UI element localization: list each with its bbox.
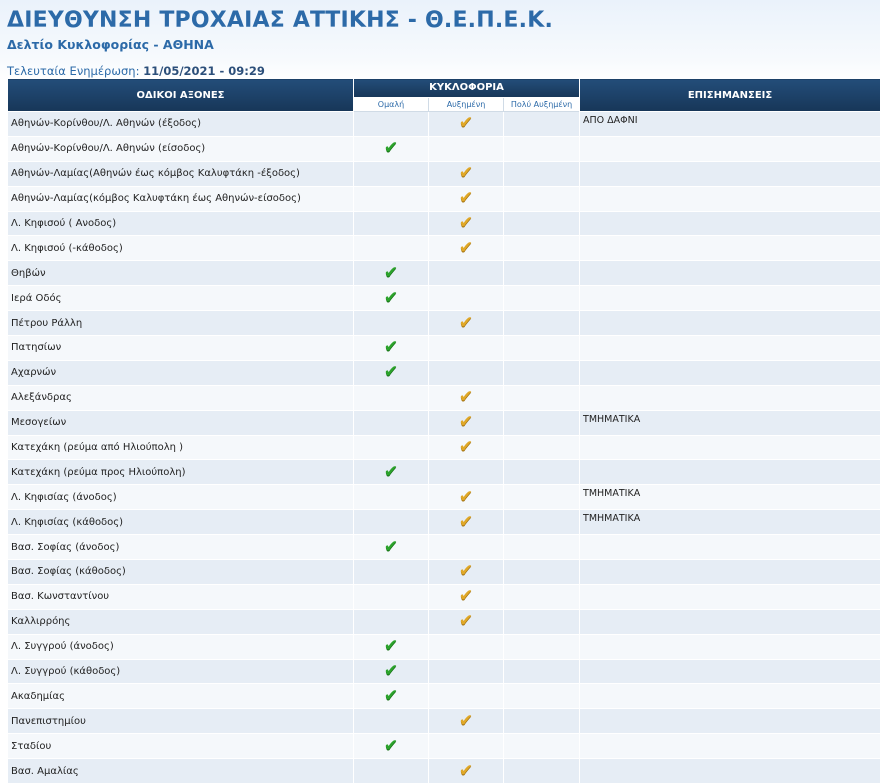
table-row	[8, 485, 880, 510]
check-icon: ✔	[384, 339, 398, 356]
check-icon: ✔	[459, 763, 473, 780]
header-traffic: ΚΥΚΛΟΦΟΡΙΑ	[354, 79, 580, 98]
note-cell	[580, 236, 880, 261]
note-cell	[580, 684, 880, 709]
last-update	[7, 64, 265, 78]
status-cell-increased	[429, 336, 504, 361]
check-icon: ✔	[384, 464, 398, 481]
status-cell-increased	[429, 186, 504, 211]
table-row	[8, 360, 880, 385]
status-cell-normal	[354, 435, 429, 460]
status-cell-normal	[354, 261, 429, 286]
status-cell-very	[504, 684, 580, 709]
check-icon: ✔	[459, 190, 473, 207]
status-cell-normal	[354, 684, 429, 709]
check-icon: ✔	[459, 240, 473, 257]
status-cell-very	[504, 659, 580, 684]
table-row	[8, 236, 880, 261]
status-cell-increased	[429, 560, 504, 585]
check-icon: ✔	[384, 265, 398, 282]
road-name: Βασ. Κωνσταντίνου	[8, 584, 354, 609]
status-cell-normal	[354, 759, 429, 784]
status-cell-normal	[354, 659, 429, 684]
note-cell: ΤΜΗΜΑΤΙΚΑ	[580, 510, 880, 535]
status-cell-normal	[354, 360, 429, 385]
status-cell-very	[504, 186, 580, 211]
table-row	[8, 584, 880, 609]
note-cell	[580, 535, 880, 560]
table-row	[8, 136, 880, 161]
table-row	[8, 286, 880, 311]
table-row	[8, 410, 880, 435]
road-name: Σταδίου	[8, 734, 354, 759]
note-cell	[580, 584, 880, 609]
note-cell	[580, 311, 880, 336]
status-cell-very	[504, 560, 580, 585]
last-update-value: 11/05/2021 - 09:29	[143, 64, 265, 78]
road-name: Βασ. Σοφίας (άνοδος)	[8, 535, 354, 560]
status-cell-very	[504, 336, 580, 361]
status-cell-very	[504, 634, 580, 659]
status-cell-normal	[354, 112, 429, 137]
road-name: Κατεχάκη (ρεύμα από Ηλιούπολη )	[8, 435, 354, 460]
status-cell-very	[504, 261, 580, 286]
status-cell-very	[504, 112, 580, 137]
note-cell	[580, 136, 880, 161]
road-name: Αχαρνών	[8, 360, 354, 385]
page-subtitle: Δελτίο Κυκλοφορίας - ΑΘΗΝΑ	[7, 37, 214, 52]
road-name: Ιερά Οδός	[8, 286, 354, 311]
status-cell-very	[504, 385, 580, 410]
note-cell	[580, 360, 880, 385]
status-cell-very	[504, 136, 580, 161]
table-row	[8, 261, 880, 286]
status-cell-very	[504, 709, 580, 734]
note-cell: ΤΜΗΜΑΤΙΚΑ	[580, 485, 880, 510]
road-name: Αθηνών-Κορίνθου/Λ. Αθηνών (είσοδος)	[8, 136, 354, 161]
table-row	[8, 709, 880, 734]
table-row	[8, 211, 880, 236]
status-cell-very	[504, 759, 580, 784]
status-cell-increased	[429, 360, 504, 385]
note-cell	[580, 759, 880, 784]
status-cell-increased	[429, 311, 504, 336]
status-cell-normal	[354, 510, 429, 535]
note-cell	[580, 734, 880, 759]
status-cell-increased	[429, 410, 504, 435]
table-row	[8, 759, 880, 784]
note-cell	[580, 435, 880, 460]
note-cell	[580, 161, 880, 186]
table-row	[8, 112, 880, 137]
check-icon: ✔	[384, 638, 398, 655]
status-cell-very	[504, 236, 580, 261]
header-very-increased: Πολύ Αυξημένη	[504, 97, 580, 111]
status-cell-increased	[429, 584, 504, 609]
status-cell-very	[504, 485, 580, 510]
table-row	[8, 535, 880, 560]
note-cell: ΤΜΗΜΑΤΙΚΑ	[580, 410, 880, 435]
status-cell-normal	[354, 460, 429, 485]
status-cell-increased	[429, 659, 504, 684]
note-cell	[580, 460, 880, 485]
road-name: Αθηνών-Λαμίας(Αθηνών έως κόμβος Καλυφτάκη -έξοδος)	[8, 161, 354, 186]
note-cell	[580, 286, 880, 311]
road-name: Αθηνών-Κορίνθου/Λ. Αθηνών (έξοδος)	[8, 112, 354, 137]
table-row	[8, 161, 880, 186]
status-cell-increased	[429, 709, 504, 734]
check-icon: ✔	[459, 514, 473, 531]
road-name: Καλλιρρόης	[8, 609, 354, 634]
header-increased: Αυξημένη	[429, 97, 504, 111]
road-name: Πατησίων	[8, 336, 354, 361]
status-cell-increased	[429, 510, 504, 535]
status-cell-normal	[354, 734, 429, 759]
status-cell-increased	[429, 634, 504, 659]
status-cell-very	[504, 584, 580, 609]
status-cell-normal	[354, 410, 429, 435]
table-row	[8, 634, 880, 659]
table-row	[8, 186, 880, 211]
table-row	[8, 311, 880, 336]
status-cell-normal	[354, 286, 429, 311]
road-name: Κατεχάκη (ρεύμα προς Ηλιούπολη)	[8, 460, 354, 485]
status-cell-very	[504, 435, 580, 460]
status-cell-increased	[429, 435, 504, 460]
status-cell-very	[504, 460, 580, 485]
status-cell-increased	[429, 535, 504, 560]
check-icon: ✔	[459, 439, 473, 456]
table-row	[8, 460, 880, 485]
note-cell	[580, 261, 880, 286]
status-cell-very	[504, 360, 580, 385]
note-cell	[580, 186, 880, 211]
table-row	[8, 659, 880, 684]
table-row	[8, 385, 880, 410]
check-icon: ✔	[384, 688, 398, 705]
table-row	[8, 560, 880, 585]
status-cell-increased	[429, 211, 504, 236]
status-cell-increased	[429, 161, 504, 186]
check-icon: ✔	[459, 414, 473, 431]
check-icon: ✔	[459, 713, 473, 730]
check-icon: ✔	[459, 315, 473, 332]
check-icon: ✔	[459, 215, 473, 232]
note-cell	[580, 336, 880, 361]
status-cell-increased	[429, 485, 504, 510]
status-cell-very	[504, 734, 580, 759]
status-cell-increased	[429, 286, 504, 311]
note-cell	[580, 659, 880, 684]
road-name: Λ. Συγγρού (άνοδος)	[8, 634, 354, 659]
status-cell-increased	[429, 759, 504, 784]
status-cell-normal	[354, 560, 429, 585]
road-name: Λ. Κηφισίας (άνοδος)	[8, 485, 354, 510]
note-cell	[580, 634, 880, 659]
road-name: Θηβών	[8, 261, 354, 286]
road-name: Λ. Κηφισού ( Ανοδος)	[8, 211, 354, 236]
road-name: Πέτρου Ράλλη	[8, 311, 354, 336]
status-cell-normal	[354, 311, 429, 336]
note-cell	[580, 560, 880, 585]
road-name: Ακαδημίας	[8, 684, 354, 709]
check-icon: ✔	[459, 588, 473, 605]
status-cell-very	[504, 510, 580, 535]
note-cell	[580, 709, 880, 734]
status-cell-increased	[429, 684, 504, 709]
check-icon: ✔	[459, 115, 473, 132]
status-cell-increased	[429, 385, 504, 410]
road-name: Πανεπιστημίου	[8, 709, 354, 734]
table-row	[8, 684, 880, 709]
check-icon: ✔	[459, 389, 473, 406]
status-cell-normal	[354, 211, 429, 236]
status-cell-very	[504, 609, 580, 634]
status-cell-normal	[354, 385, 429, 410]
status-cell-increased	[429, 609, 504, 634]
status-cell-increased	[429, 734, 504, 759]
road-name: Λ. Συγγρού (κάθοδος)	[8, 659, 354, 684]
status-cell-increased	[429, 460, 504, 485]
status-cell-increased	[429, 136, 504, 161]
status-cell-very	[504, 311, 580, 336]
status-cell-normal	[354, 161, 429, 186]
header-notes: ΕΠΙΣΗΜΑΝΣΕΙΣ	[580, 79, 880, 112]
note-cell	[580, 385, 880, 410]
road-name: Αλεξάνδρας	[8, 385, 354, 410]
status-cell-increased	[429, 112, 504, 137]
road-name: Βασ. Σοφίας (κάθοδος)	[8, 560, 354, 585]
check-icon: ✔	[384, 738, 398, 755]
status-cell-normal	[354, 535, 429, 560]
check-icon: ✔	[459, 489, 473, 506]
check-icon: ✔	[459, 613, 473, 630]
road-name: Βασ. Αμαλίας	[8, 759, 354, 784]
status-cell-very	[504, 211, 580, 236]
note-cell: ΑΠΟ ΔΑΦΝΙ	[580, 112, 880, 137]
table-row	[8, 609, 880, 634]
status-cell-very	[504, 161, 580, 186]
check-icon: ✔	[384, 364, 398, 381]
status-cell-normal	[354, 485, 429, 510]
page-title: ΔΙΕΥΘΥΝΣΗ ΤΡΟΧΑΙΑΣ ΑΤΤΙΚΗΣ - Θ.Ε.Π.Ε.Κ.	[7, 8, 553, 33]
status-cell-very	[504, 286, 580, 311]
check-icon: ✔	[459, 563, 473, 580]
status-cell-normal	[354, 236, 429, 261]
status-cell-normal	[354, 186, 429, 211]
check-icon: ✔	[384, 140, 398, 157]
last-update-label: Τελευταία Ενημέρωση:	[7, 64, 143, 78]
check-icon: ✔	[459, 165, 473, 182]
note-cell	[580, 609, 880, 634]
status-cell-very	[504, 535, 580, 560]
table-body	[8, 112, 880, 784]
road-name: Λ. Κηφισίας (κάθοδος)	[8, 510, 354, 535]
status-cell-normal	[354, 709, 429, 734]
header-roads: ΟΔΙΚΟΙ ΑΞΟΝΕΣ	[8, 79, 354, 112]
status-cell-increased	[429, 236, 504, 261]
note-cell	[580, 211, 880, 236]
road-name: Λ. Κηφισού (-κάθοδος)	[8, 236, 354, 261]
check-icon: ✔	[384, 290, 398, 307]
road-name: Αθηνών-Λαμίας(κόμβος Καλυφτάκη έως Αθηνών-είσοδος)	[8, 186, 354, 211]
status-cell-increased	[429, 261, 504, 286]
status-cell-normal	[354, 336, 429, 361]
traffic-table	[7, 78, 880, 784]
table-row	[8, 734, 880, 759]
status-cell-normal	[354, 634, 429, 659]
status-cell-normal	[354, 136, 429, 161]
check-icon: ✔	[384, 663, 398, 680]
header-normal: Ομαλή	[354, 97, 429, 111]
status-cell-very	[504, 410, 580, 435]
check-icon: ✔	[384, 539, 398, 556]
table-row	[8, 510, 880, 535]
status-cell-normal	[354, 609, 429, 634]
road-name: Μεσογείων	[8, 410, 354, 435]
status-cell-normal	[354, 584, 429, 609]
table-row	[8, 336, 880, 361]
table-row	[8, 435, 880, 460]
